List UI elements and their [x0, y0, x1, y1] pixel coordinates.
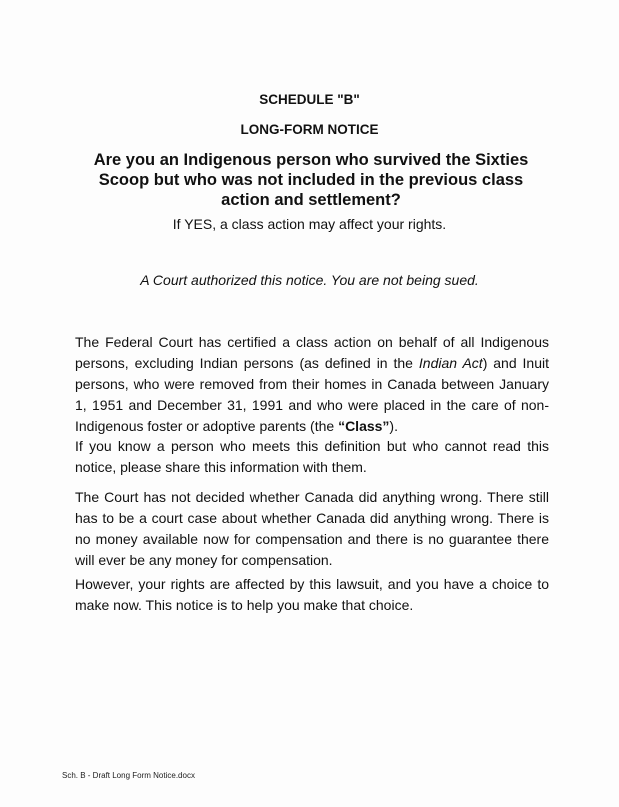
paragraph-share-info: If you know a person who meets this definition but who cannot read this notice, please share this information with them.: [75, 438, 549, 475]
subhead: If YES, a class action may affect your rights.: [172, 216, 447, 232]
paragraph-court-not-decided: The Court has not decided whether Canada did anything wrong. There still has to be a court case about whether Canada did anything wrong. There is no money available now for compensation and there is no guarantee there will ever be any money for compensation.: [75, 489, 549, 568]
schedule-label: SCHEDULE "B": [259, 92, 360, 107]
paragraph-class-definition-part1: The Federal Court has certified a class action on behalf of all Indigenous persons, excluding Indian persons (as defined in the: [75, 334, 549, 371]
class-term: “Class”: [338, 418, 390, 434]
headline: Are you an Indigenous person who survived the Sixties Scoop but who was not included in the previous class action and settlement?: [93, 151, 529, 209]
paragraph-rights-affected: However, your rights are affected by this lawsuit, and you have a choice to make now. This notice is to help you make that choice.: [75, 576, 549, 613]
paragraph-class-definition: [75, 332, 549, 437]
authorization-statement: A Court authorized this notice. You are not being sued.: [140, 272, 479, 288]
form-title: LONG-FORM NOTICE: [240, 122, 379, 137]
footer-filename: Sch. B - Draft Long Form Notice.docx: [62, 771, 195, 780]
indian-act-term: Indian Act: [418, 355, 483, 371]
paragraph-class-definition-part2: ) and Inuit persons, who were removed from their homes in Canada between January 1, 1951 and December 31, 1991 and who were placed in the care of non-Indigenous foster or adoptive parents (the: [75, 355, 550, 434]
paragraph-class-definition-part3: ).: [389, 418, 398, 434]
